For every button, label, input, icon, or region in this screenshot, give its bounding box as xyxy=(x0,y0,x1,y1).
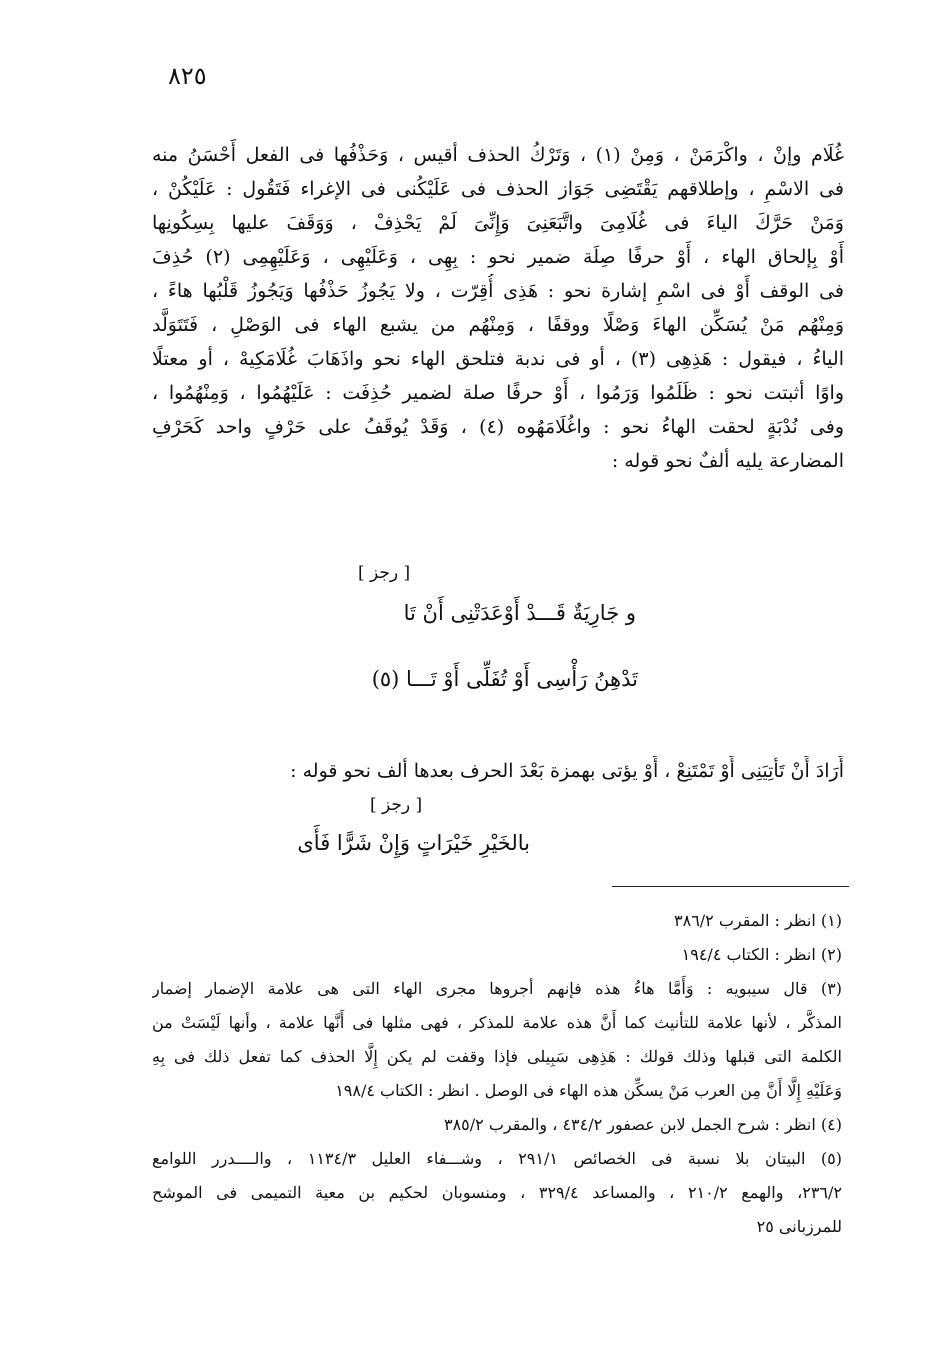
text-line: وَمِنْهُم مَنْ يُسَكِّن الهاءَ وَصْلًا ووقفًا ، وَمِنْهُم من يشبع الهاء فى الوَصْلِ ، فَتَتَوَلَّد xyxy=(152,314,844,336)
page-number: ٨٢٥ xyxy=(168,62,207,90)
footnote-line: (٣) قال سيبويه : وَأَمَّا هاءُ هذه فإنهم أجروها مجرى الهاء التى هى علامة الإضمار إضمار xyxy=(152,979,842,998)
footnote-line: ٢٣٦/٢، والهمع ٢١٠/٢ ، والمساعد ٣٢٩/٤ ، ومنسوبان لحكيم بن معية التميمى فى الموشح xyxy=(152,1183,842,1202)
text-line: وفى نُدْبَةٍ لحقت الهاءُ نحو : واغُلَامَهُوه (٤) ، وَقَدْ يُوقَفُ على حَرْفٍ واحد كَحَرْفِ xyxy=(152,416,844,438)
poem-verse: تَدْهِنُ رَأْسِى أَوْ تُفَلِّى أَوْ تَـــا (٥) xyxy=(371,667,638,691)
text-line: غُلَام وإنْ ، واكْرَمَنْ ، وَمِنْ (١) ، وَتَرْكُ الحذف أقيس ، وَحَذْفُها فى الفعل أَحْسَنُ منه xyxy=(152,144,844,166)
poem-meter-label: [ رجز ] xyxy=(358,563,411,583)
text-line: واوًا أثبتت نحو : ظَلَمُوا وَرَمُوا ، أَوْ حرفًا صلة لضمير حُذِفَت : عَلَيْهُمُوا ، وَمِنْهُمُوا ، xyxy=(152,382,844,404)
poem-verse: و جَارِيَةٌ قَـــدْ أَوْعَدَتْنِى أَنْ تَا xyxy=(403,601,636,625)
text-line: الياءُ ، فيقول : هَذِهِى (٣) ، أو فى ندبة فتلحق الهاء نحو واذَهَابَ غُلَامَكِيهْ ، أو معتلًا xyxy=(152,348,844,370)
text-line: أَرَادَ أَنْ تَأْتِيَنِى أَوْ تَمْتَنِعْ ، أَوْ يؤتى بهمزة بَعْدَ الحرف بعدها ألف نحو قوله : xyxy=(290,760,844,782)
footnote-line: الكلمة التى قبلها وذلك قولك : هَذِهِى سَبِيلى فإذا وقفت لم يكن إِلَّا الحذف كما تفعل ذلك فى بِهِ xyxy=(152,1047,842,1066)
main-text xyxy=(152,138,844,478)
footnote-line: للمرزبانى ٢٥ xyxy=(756,1217,842,1236)
poem-meter-label: [ رجز ] xyxy=(370,795,423,815)
text-line: فى الوقف أَوْ فى اسْمِ إشارة نحو : هَذِى أُقِرّت ، ولا يَجُوزُ حَذْفُها وَيَجُوزُ قَلْبُها هاءً ، xyxy=(152,280,844,302)
footnote: (٢) انظر : الكتاب ١٩٤/٤ xyxy=(681,945,842,964)
text-line: وَمَنْ حَرَّكَ الياءَ فى غُلَامِىَ واتَّبَعَنِىَ وَإِنِّىَ لَمْ يَحْذِفْ ، وَوَقَفَ عليها بِسِكُونِها xyxy=(152,212,844,234)
text-line: فى الاسْمِ ، وإطلاقهم يَقْتَضِى جَوَاز الحذف فى عَلَيْكُنى فى الإغراء فَتَقُول : عَلَيْكُنْ ، xyxy=(152,178,844,200)
footnotes xyxy=(152,904,842,1244)
footnote: (٤) انظر : شرح الجمل لابن عصفور ٤٣٤/٢ ، والمقرب ٣٨٥/٢ xyxy=(443,1115,842,1134)
footnote-line: المذكَّر ، لأنها علامة للتأنيث كما أَنَّ هذه علامة للمذكر ، فهى مثلها فى أَنَّها علامة ، وأنها لَيْسَتْ من xyxy=(152,1013,842,1032)
poem-verse: بالخَيْرِ خَيْرَاتٍ وَإِنْ شَرًّا فَأَى xyxy=(297,831,530,855)
footnote-line: وَعَلَيْهِ إِلَّا أَنَّ مِن العرب مَنْ يسكِّن هذه الهاء فى الوصل . انظر : الكتاب ١٩٨/٤ xyxy=(335,1081,842,1100)
footnote-line: (٥) البيتان بلا نسبة فى الخصائص ٢٩١/١ ، وشـــفاء العليل ١١٣٤/٣ ، والــــدرر اللوامع xyxy=(152,1149,842,1168)
footnote-divider xyxy=(612,886,849,887)
footnote: (١) انظر : المقرب ٣٨٦/٢ xyxy=(674,911,842,930)
text-line: أَوْ بِإلحاق الهاء ، أَوْ حرفًا صِلَة ضمير نحو : بِهِى ، وَعَلَيْهِى ، وَعَلَيْهِمِى (٢) حُذِفَ xyxy=(152,246,844,268)
text-line: المضارعة يليه ألفٌ نحو قوله : xyxy=(611,450,844,472)
